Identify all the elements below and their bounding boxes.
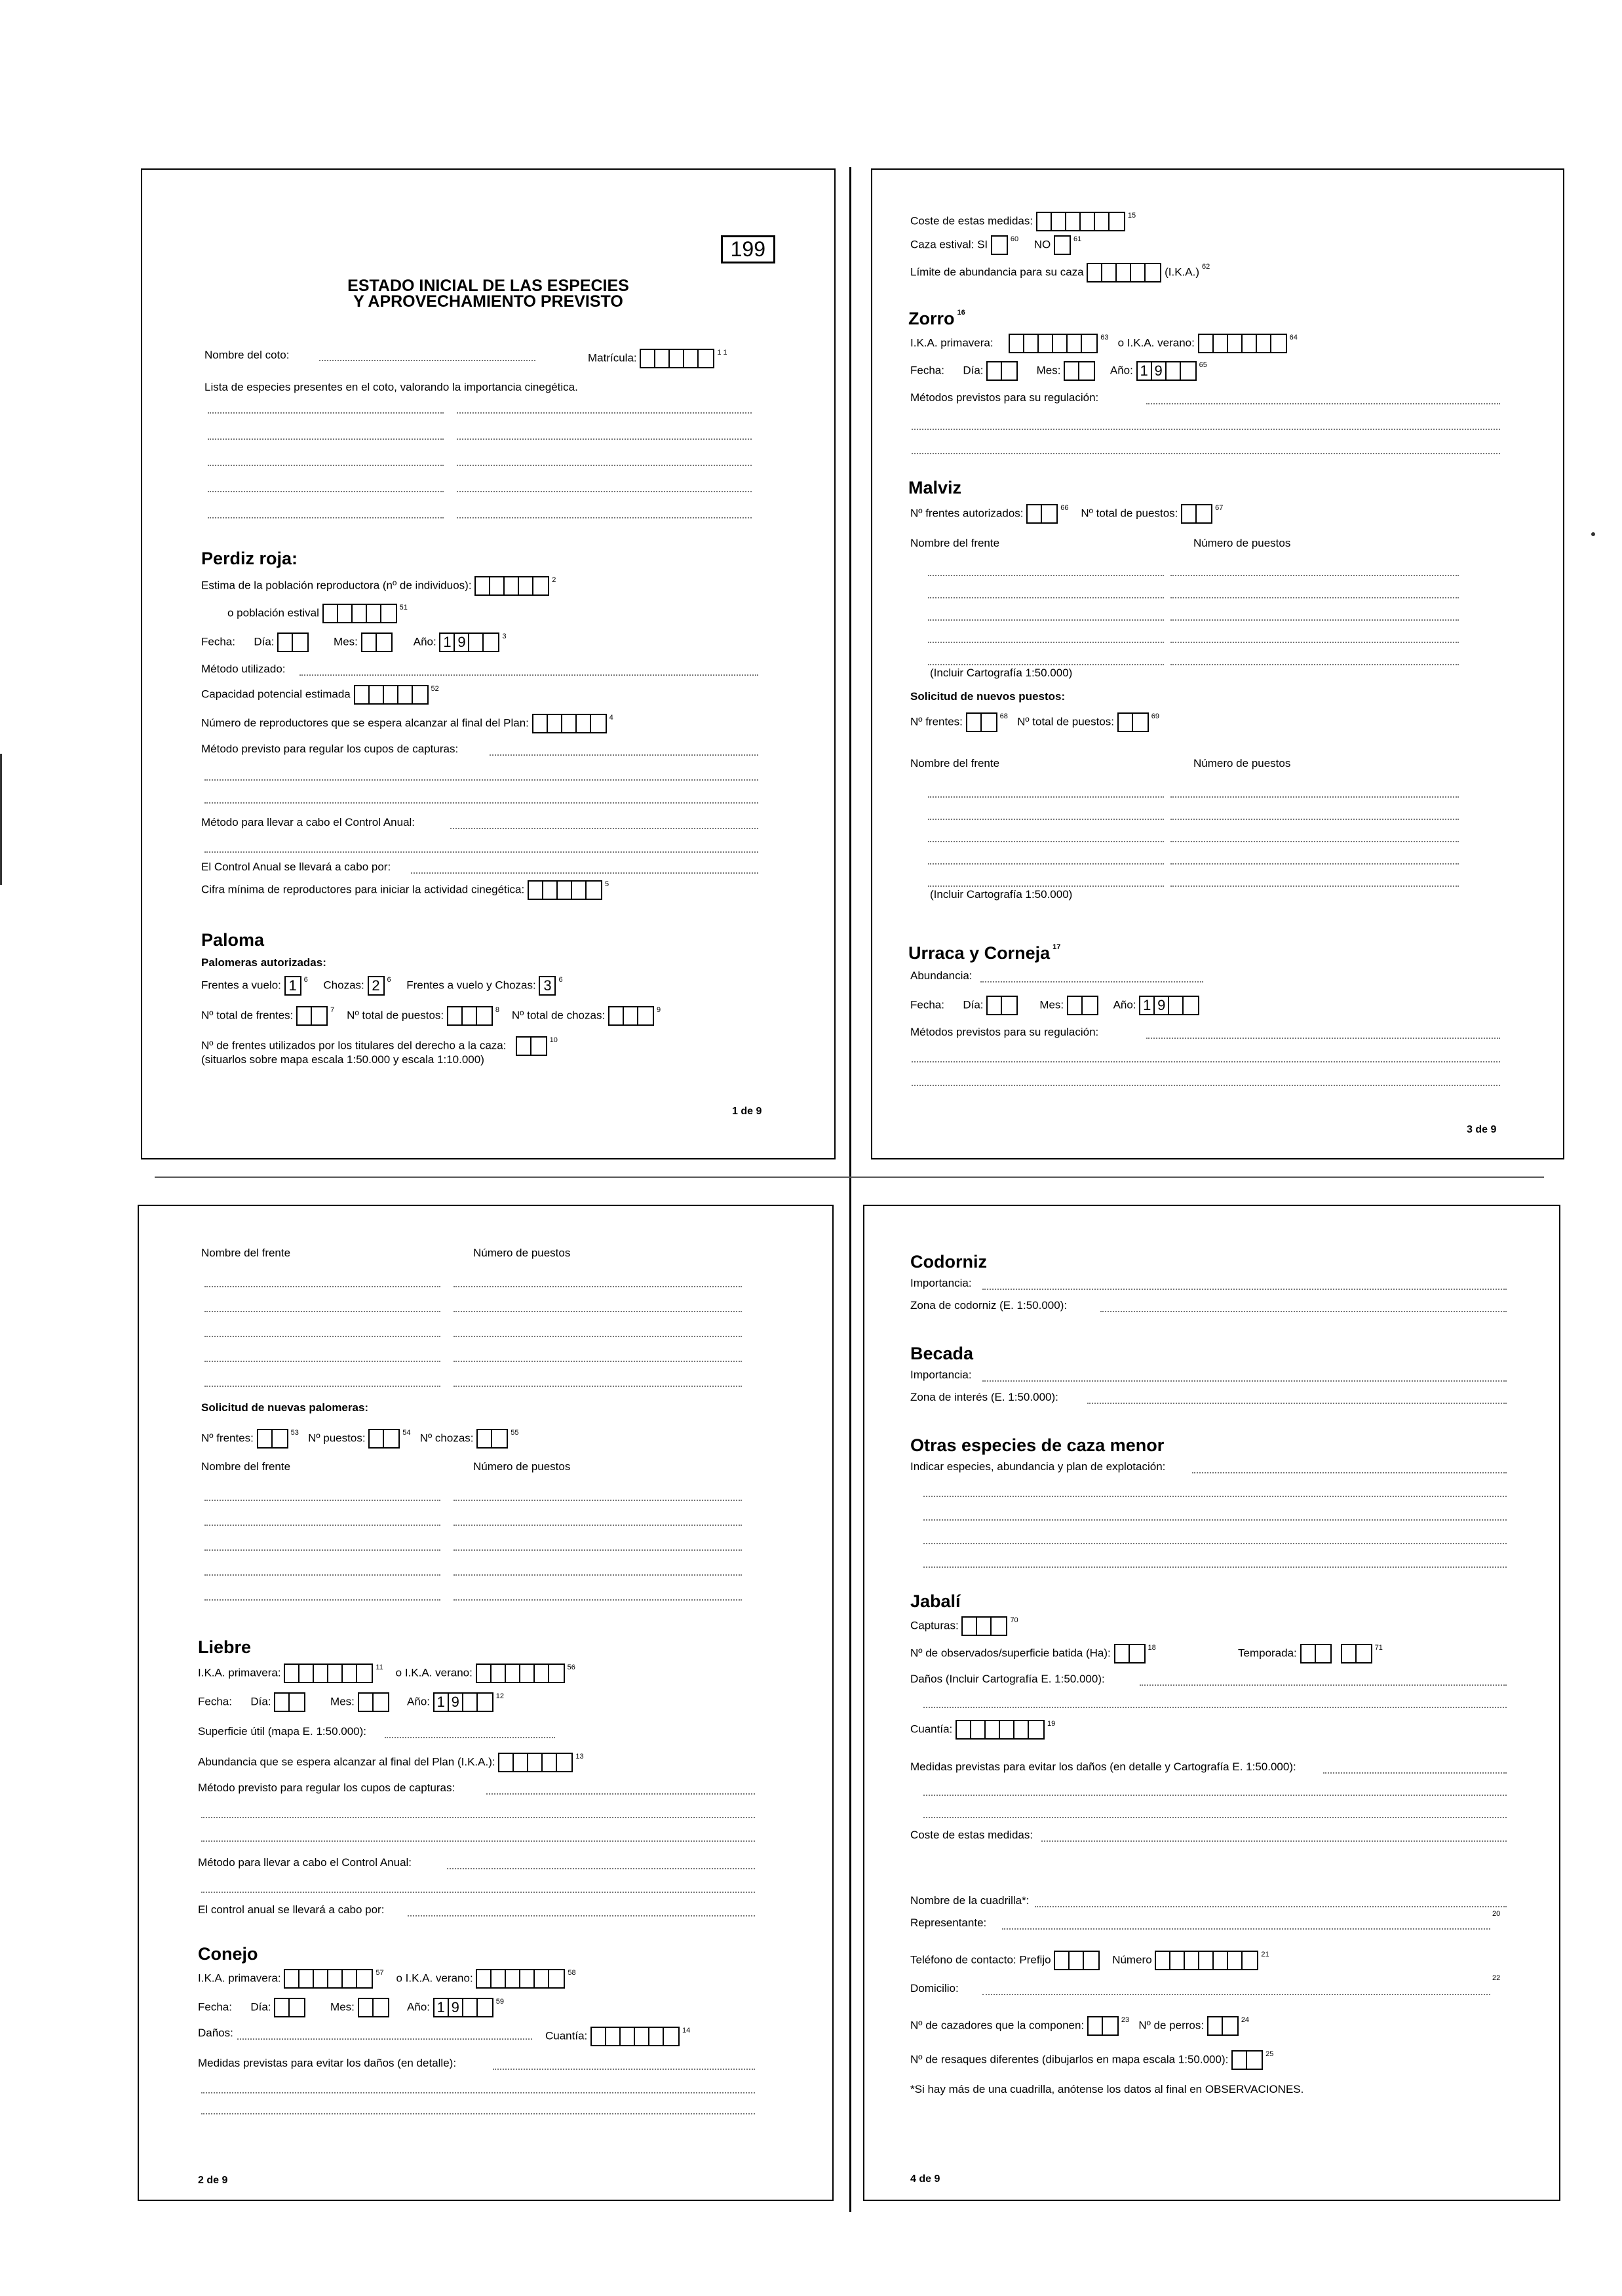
- frente-line[interactable]: [928, 863, 1164, 865]
- mes-boxes[interactable]: [358, 1998, 389, 2017]
- incluir-note: (Incluir Cartografía 1:50.000): [930, 888, 1073, 901]
- urraca-fecha-row: Fecha: Día: Mes: Año: 1 9: [910, 996, 1199, 1015]
- incluir-note: (Incluir Cartografía 1:50.000): [930, 667, 1073, 679]
- especies-line[interactable]: [457, 465, 752, 466]
- coste-label: Coste de estas medidas:: [910, 1829, 1033, 1841]
- telefono-row: Teléfono de contacto: Prefijo Número $^{21}$: [910, 1951, 1269, 1970]
- capacidad-boxes[interactable]: [354, 685, 429, 705]
- nombre-frente-header: Nombre del frente: [201, 1247, 291, 1259]
- especies-line[interactable]: [457, 438, 752, 440]
- puestos-line[interactable]: [1170, 575, 1459, 576]
- frente-line[interactable]: [204, 1525, 440, 1526]
- medidas-line[interactable]: [201, 2092, 755, 2093]
- puestos-line[interactable]: [1170, 863, 1459, 865]
- solicitud-label: Solicitud de nuevos puestos:: [910, 690, 1066, 703]
- mes-boxes[interactable]: [1064, 361, 1095, 381]
- metodo-cupos-label: Método previsto para regular los cupos de capturas:: [201, 743, 459, 755]
- totales-row: Nº total de frentes: $^7$ Nº total de puestos: $^8$ Nº total de chozas: $^9$: [201, 1006, 661, 1026]
- danos-label: Daños (Incluir Cartografía E. 1:50.000):: [910, 1673, 1105, 1685]
- observados-label: Nº de observados/superficie batida (Ha): $^{18}$: [910, 1644, 1156, 1664]
- n-frentes-boxes[interactable]: [257, 1429, 288, 1449]
- temporada-label: Temporada: $^{71}$: [1238, 1644, 1383, 1664]
- frente-line[interactable]: [928, 619, 1164, 621]
- zona-interes-field[interactable]: [1087, 1403, 1507, 1404]
- especies-line[interactable]: [208, 491, 444, 492]
- control-por-field[interactable]: [408, 1915, 755, 1917]
- ano-boxes[interactable]: 1 9: [1136, 361, 1197, 381]
- matricula-label: Matrícula: $^{1 1}$: [588, 349, 727, 368]
- liebre-heading: Liebre: [198, 1637, 252, 1657]
- limite-boxes[interactable]: [1087, 263, 1161, 282]
- frente-line[interactable]: [928, 841, 1164, 842]
- metodo-control-label: Método para llevar a cabo el Control Anual:: [198, 1856, 412, 1869]
- metodo-control-line[interactable]: [204, 851, 758, 853]
- control-por-label: El control anual se llevará a cabo por:: [198, 1903, 385, 1916]
- puestos-line[interactable]: [1170, 841, 1459, 842]
- indicar-line[interactable]: [923, 1519, 1507, 1521]
- metodo-cupos-line[interactable]: [201, 1817, 755, 1818]
- medidas-line[interactable]: [923, 1817, 1507, 1818]
- cifra-minima-boxes[interactable]: [528, 880, 602, 900]
- form-page-3: [871, 168, 1564, 1159]
- nombre-frente-header: Nombre del frente: [201, 1460, 291, 1473]
- puestos-line[interactable]: [1170, 819, 1459, 820]
- danos-field[interactable]: [237, 2038, 532, 2040]
- numero-reproductores-label: Número de reproductores que se espera alcanzar al final del Plan: $^4$: [201, 714, 613, 733]
- form-page-4: [863, 1205, 1560, 2201]
- metodos-regulacion-label: Métodos previstos para su regulación:: [910, 1026, 1099, 1038]
- nombre-frente-header: Nombre del frente: [910, 537, 1000, 549]
- conejo-ika-row: I.K.A. primavera: $^{57}$ o I.K.A. verano: $^{58}$: [198, 1969, 576, 1989]
- ika-primavera-boxes[interactable]: [1009, 334, 1098, 353]
- form-number: 199: [721, 235, 775, 263]
- coste-label: Coste de estas medidas: $^{15}$: [910, 212, 1136, 231]
- zona-codorniz-field[interactable]: [1100, 1311, 1507, 1312]
- frente-line[interactable]: [928, 819, 1164, 820]
- fecha-row: Fecha: Día: Mes: Año: 1 9 $^3$: [201, 632, 507, 652]
- zorro-heading: Zorro $^{16}$: [908, 309, 965, 328]
- capturas-label: Capturas: $^{70}$: [910, 1616, 1018, 1636]
- lista-especies-label: Lista de especies presentes en el coto, valorando la importancia cinegética.: [204, 381, 578, 393]
- caza-estival-row: Caza estival: SI $^{60}$ NO $^{61}$: [910, 235, 1081, 255]
- importancia-field[interactable]: [982, 1289, 1507, 1290]
- chozas-box[interactable]: 2: [368, 976, 385, 996]
- especies-line[interactable]: [208, 517, 444, 518]
- abundancia-field[interactable]: [980, 981, 1203, 983]
- numero-puestos-header: Número de puestos: [473, 1460, 571, 1473]
- regulacion-line[interactable]: [912, 1085, 1500, 1086]
- situarlos-note: (situarlos sobre mapa escala 1:50.000 y escala 1:10.000): [201, 1053, 484, 1066]
- observados-boxes[interactable]: [1114, 1644, 1146, 1664]
- regulacion-line[interactable]: [912, 429, 1500, 430]
- ika-primavera-boxes[interactable]: [284, 1664, 373, 1683]
- especies-line[interactable]: [457, 491, 752, 492]
- zona-interes-label: Zona de interés (E. 1:50.000):: [910, 1391, 1058, 1403]
- danos-label: Daños:: [198, 2027, 233, 2039]
- limite-label: Límite de abundancia para su caza (I.K.A.) $^{62}$: [910, 263, 1210, 282]
- frente-line[interactable]: [928, 796, 1164, 798]
- ref-22: 22: [1492, 1974, 1501, 1982]
- capacidad-label: Capacidad potencial estimada $^{52}$: [201, 685, 439, 705]
- puestos-line[interactable]: [1170, 796, 1459, 798]
- metodo-cupos-line[interactable]: [201, 1840, 755, 1842]
- estima-label: Estima de la población reproductora (nº de individuos): $^2$: [201, 576, 556, 596]
- fvc-box[interactable]: 3: [539, 976, 556, 996]
- n-chozas-boxes[interactable]: [476, 1429, 508, 1449]
- mes-boxes[interactable]: [1067, 996, 1098, 1015]
- metodo-cupos-label: Método previsto para regular los cupos de capturas:: [198, 1781, 455, 1794]
- urraca-heading: Urraca y Corneja $^{17}$: [908, 943, 1061, 963]
- medidas-label: Medidas previstas para evitar los daños (en detalle):: [198, 2057, 457, 2069]
- control-por-label: El Control Anual se llevará a cabo por:: [201, 861, 391, 873]
- metodo-control-field[interactable]: [450, 828, 758, 829]
- medidas-field[interactable]: [1323, 1772, 1507, 1774]
- n-puestos-boxes[interactable]: [368, 1429, 400, 1449]
- coste-field[interactable]: [1041, 1840, 1507, 1842]
- superficie-label: Superficie útil (mapa E. 1:50.000):: [198, 1725, 367, 1738]
- zona-codorniz-label: Zona de codorniz (E. 1:50.000):: [910, 1299, 1068, 1312]
- prefijo-boxes[interactable]: [1054, 1951, 1100, 1970]
- indicar-field[interactable]: [1192, 1472, 1507, 1473]
- frente-line[interactable]: [928, 642, 1164, 643]
- nombre-coto-field[interactable]: [319, 360, 535, 361]
- representante-label: Representante:: [910, 1917, 987, 1929]
- frente-line[interactable]: [204, 1286, 440, 1287]
- frente-line[interactable]: [928, 664, 1164, 665]
- mes-boxes[interactable]: [358, 1692, 389, 1712]
- metodo-cupos-line[interactable]: [204, 779, 758, 781]
- frentes-autorizados-boxes[interactable]: [1026, 504, 1058, 524]
- codorniz-heading: Codorniz: [910, 1252, 987, 1272]
- abundancia-final-label: Abundancia que se espera alcanzar al final del Plan (I.K.A.): $^{13}$: [198, 1753, 584, 1772]
- frentes-utilizados-boxes[interactable]: [516, 1036, 547, 1056]
- conejo-heading: Conejo: [198, 1944, 258, 1964]
- domicilio-field[interactable]: [982, 1994, 1490, 1995]
- especies-line[interactable]: [208, 438, 444, 440]
- cazadores-boxes[interactable]: [1087, 2016, 1119, 2036]
- total-chozas-boxes[interactable]: [608, 1006, 654, 1026]
- conejo-fecha-row: Fecha: Día: Mes: Año: 1 9 $^{59}$: [198, 1998, 504, 2017]
- puestos-line[interactable]: [454, 1361, 742, 1362]
- cuantia-label: Cuantía: $^{19}$: [910, 1720, 1055, 1740]
- frente-line[interactable]: [204, 1311, 440, 1312]
- page-title-line1: ESTADO INICIAL DE LAS ESPECIES: [347, 277, 629, 295]
- nombre-coto-label: Nombre del coto:: [204, 349, 290, 361]
- palomeras-label: Palomeras autorizadas:: [201, 956, 326, 969]
- control-por-field[interactable]: [411, 872, 758, 874]
- medidas-line[interactable]: [923, 1795, 1507, 1796]
- cuantia-boxes[interactable]: [590, 2027, 680, 2046]
- danos-line[interactable]: [923, 1707, 1507, 1708]
- puestos-line[interactable]: [454, 1500, 742, 1501]
- regulacion-line[interactable]: [912, 1061, 1500, 1062]
- frente-line[interactable]: [204, 1574, 440, 1576]
- page-number: 1 de 9: [732, 1106, 762, 1117]
- representante-field[interactable]: [1002, 1928, 1490, 1930]
- metodo-control-line[interactable]: [201, 1892, 755, 1893]
- importancia-label: Importancia:: [910, 1369, 972, 1381]
- medidas-field[interactable]: [493, 2069, 755, 2070]
- indicar-line[interactable]: [923, 1566, 1507, 1568]
- solicitud-row: Nº frentes: $^{53}$ Nº puestos: $^{54}$ Nº chozas: $^{55}$: [201, 1429, 518, 1449]
- ika-verano-boxes[interactable]: [1198, 334, 1287, 353]
- temporada-boxes-1[interactable]: [1300, 1644, 1332, 1664]
- capturas-boxes[interactable]: [961, 1616, 1007, 1636]
- regulacion-line[interactable]: [912, 453, 1500, 454]
- especies-line[interactable]: [208, 412, 444, 414]
- total-puestos-boxes[interactable]: [1181, 504, 1212, 524]
- metodo-cupos-field[interactable]: [486, 1793, 755, 1795]
- dia-boxes[interactable]: [274, 1692, 305, 1712]
- ano-boxes[interactable]: 1 9: [433, 1692, 493, 1712]
- ano-boxes[interactable]: 1 9: [1139, 996, 1199, 1015]
- domicilio-label: Domicilio:: [910, 1982, 959, 1994]
- mes-boxes[interactable]: [361, 632, 393, 652]
- cuadrilla-field[interactable]: [1035, 1906, 1507, 1907]
- resaques-boxes[interactable]: [1231, 2050, 1263, 2070]
- frentes-row: Frentes a vuelo: 1 $^6$ Chozas: 2 $^6$ Frentes a vuelo y Chozas: 3 $^6$: [201, 976, 563, 996]
- metodo-control-label: Método para llevar a cabo el Control Anual:: [201, 816, 415, 828]
- indicar-line[interactable]: [923, 1496, 1507, 1497]
- frente-line[interactable]: [928, 597, 1164, 598]
- page-number: 3 de 9: [1467, 1124, 1497, 1135]
- si-box[interactable]: [991, 235, 1008, 255]
- puestos-line[interactable]: [454, 1336, 742, 1337]
- coste-boxes[interactable]: [1036, 212, 1125, 231]
- zorro-fecha-row: Fecha: Día: Mes: Año: 1 9 $^{65}$: [910, 361, 1207, 381]
- frente-line[interactable]: [204, 1599, 440, 1601]
- metodo-utilizado-label: Método utilizado:: [201, 663, 286, 675]
- dia-boxes[interactable]: [274, 1998, 305, 2017]
- sheet-fold-line: [849, 167, 851, 2212]
- ano-boxes[interactable]: 1 9: [433, 1998, 493, 2017]
- numero-boxes[interactable]: [1155, 1951, 1258, 1970]
- metodos-regulacion-label: Métodos previstos para su regulación:: [910, 391, 1099, 404]
- cazadores-row: Nº de cazadores que la componen: $^{23}$ Nº de perros: $^{24}$: [910, 2016, 1249, 2036]
- frente-line[interactable]: [204, 1549, 440, 1551]
- perdiz-heading: Perdiz roja:: [201, 549, 298, 568]
- zorro-ika-row: I.K.A. primavera: $^{63}$ o I.K.A. verano: $^{64}$: [910, 334, 1298, 353]
- page-number: 2 de 9: [198, 2175, 228, 2186]
- metodo-control-field[interactable]: [447, 1868, 755, 1869]
- cuadrilla-note: *Si hay más de una cuadrilla, anótense los datos al final en OBSERVACIONES.: [910, 2083, 1304, 2095]
- metodo-cupos-line[interactable]: [204, 802, 758, 804]
- frentes-utilizados-label: Nº de frentes utilizados por los titulares del derecho a la caza: $^{10}$: [201, 1036, 558, 1056]
- page-number: 4 de 9: [910, 2173, 940, 2185]
- solicitud-row: Nº frentes: $^{68}$ Nº total de puestos: $^{69}$: [910, 712, 1159, 732]
- puestos-line[interactable]: [1170, 664, 1459, 665]
- ika-primavera-boxes[interactable]: [284, 1969, 373, 1989]
- numero-puestos-header: Número de puestos: [1193, 757, 1291, 769]
- puestos-line[interactable]: [1170, 619, 1459, 621]
- especies-line[interactable]: [208, 465, 444, 466]
- ref-20: 20: [1492, 1910, 1501, 1918]
- metodo-utilizado-field[interactable]: [299, 674, 758, 676]
- dia-boxes[interactable]: [986, 361, 1018, 381]
- puestos-line[interactable]: [454, 1311, 742, 1312]
- puestos-line[interactable]: [454, 1286, 742, 1287]
- page-title-line2: Y APROVECHAMIENTO PREVISTO: [353, 292, 623, 311]
- total-frentes-boxes[interactable]: [296, 1006, 328, 1026]
- paloma-heading: Paloma: [201, 930, 265, 950]
- puestos-line[interactable]: [1170, 642, 1459, 643]
- dia-boxes[interactable]: [277, 632, 309, 652]
- puestos-line[interactable]: [454, 1525, 742, 1526]
- temporada-boxes-2[interactable]: [1341, 1644, 1372, 1664]
- ika-verano-boxes[interactable]: [476, 1969, 565, 1989]
- form-page-1: [141, 168, 836, 1159]
- numero-puestos-header: Número de puestos: [473, 1247, 571, 1259]
- metodos-regulacion-field[interactable]: [1146, 1038, 1500, 1039]
- n-puestos-boxes[interactable]: [1117, 712, 1149, 732]
- otras-heading: Otras especies de caza menor: [910, 1435, 1165, 1455]
- matricula-boxes[interactable]: [640, 349, 714, 368]
- metodos-regulacion-field[interactable]: [1146, 403, 1500, 404]
- solicitud-palomeras-label: Solicitud de nuevas palomeras:: [201, 1401, 369, 1414]
- form-page-2: [138, 1205, 834, 2201]
- frente-line[interactable]: [204, 1500, 440, 1501]
- total-puestos-boxes[interactable]: [447, 1006, 493, 1026]
- puestos-line[interactable]: [1170, 885, 1459, 887]
- especies-line[interactable]: [457, 412, 752, 414]
- ika-verano-boxes[interactable]: [476, 1664, 565, 1683]
- numero-puestos-header: Número de puestos: [1193, 537, 1291, 549]
- danos-field[interactable]: [1140, 1684, 1507, 1686]
- poblacion-estival-label: o población estival $^{51}$: [227, 604, 408, 623]
- puestos-line[interactable]: [1170, 597, 1459, 598]
- medidas-line[interactable]: [201, 2113, 755, 2114]
- indicar-line[interactable]: [923, 1543, 1507, 1544]
- puestos-line[interactable]: [454, 1549, 742, 1551]
- superficie-field[interactable]: [385, 1737, 555, 1738]
- medidas-label: Medidas previstas para evitar los daños (en detalle y Cartografía E. 1:50.000):: [910, 1761, 1296, 1773]
- jabali-heading: Jabalí: [910, 1591, 961, 1611]
- cuadrilla-label: Nombre de la cuadrilla*:: [910, 1894, 1030, 1907]
- sheet-fold-line-horizontal: [155, 1177, 1544, 1178]
- frente-line[interactable]: [928, 885, 1164, 887]
- puestos-line[interactable]: [454, 1599, 742, 1601]
- liebre-fecha-row: Fecha: Día: Mes: Año: 1 9 $^{12}$: [198, 1692, 504, 1712]
- cuantia-boxes[interactable]: [956, 1720, 1045, 1740]
- dia-boxes[interactable]: [986, 996, 1018, 1015]
- no-box[interactable]: [1054, 235, 1071, 255]
- puestos-line[interactable]: [454, 1386, 742, 1387]
- frente-line[interactable]: [204, 1361, 440, 1362]
- frente-line[interactable]: [928, 575, 1164, 576]
- importancia-field[interactable]: [982, 1380, 1507, 1382]
- n-frentes-boxes[interactable]: [966, 712, 997, 732]
- cifra-minima-label: Cifra mínima de reproductores para iniciar la actividad cinegética: $^5$: [201, 880, 609, 900]
- malviz-heading: Malviz: [908, 478, 962, 497]
- abundancia-final-boxes[interactable]: [498, 1753, 573, 1772]
- nombre-frente-header: Nombre del frente: [910, 757, 1000, 769]
- numero-reproductores-boxes[interactable]: [532, 714, 607, 733]
- resaques-label: Nº de resaques diferentes (dibujarlos en mapa escala 1:50.000): $^{25}$: [910, 2050, 1273, 2070]
- frentes-vuelo-box[interactable]: 1: [284, 976, 301, 996]
- estima-boxes[interactable]: [474, 576, 549, 596]
- scan-edge-mark: [0, 754, 2, 885]
- ano-boxes[interactable]: 1 9: [439, 632, 499, 652]
- frente-line[interactable]: [204, 1386, 440, 1387]
- puestos-line[interactable]: [454, 1574, 742, 1576]
- malviz-frentes-row: Nº frentes autorizados: $^{66}$ Nº total de puestos: $^{67}$: [910, 504, 1223, 524]
- indicar-label: Indicar especies, abundancia y plan de explotación:: [910, 1460, 1166, 1473]
- abundancia-label: Abundancia:: [910, 969, 973, 982]
- liebre-ika-row: I.K.A. primavera: $^{11}$ o I.K.A. verano: $^{56}$: [198, 1664, 575, 1683]
- poblacion-estival-boxes[interactable]: [322, 604, 397, 623]
- perros-boxes[interactable]: [1207, 2016, 1239, 2036]
- becada-heading: Becada: [910, 1344, 974, 1363]
- metodo-cupos-field[interactable]: [490, 754, 758, 756]
- frente-line[interactable]: [204, 1336, 440, 1337]
- scan-speck: [1591, 532, 1595, 536]
- especies-line[interactable]: [457, 517, 752, 518]
- importancia-label: Importancia:: [910, 1277, 972, 1289]
- cuantia-label: Cuantía: $^{14}$: [545, 2027, 690, 2046]
